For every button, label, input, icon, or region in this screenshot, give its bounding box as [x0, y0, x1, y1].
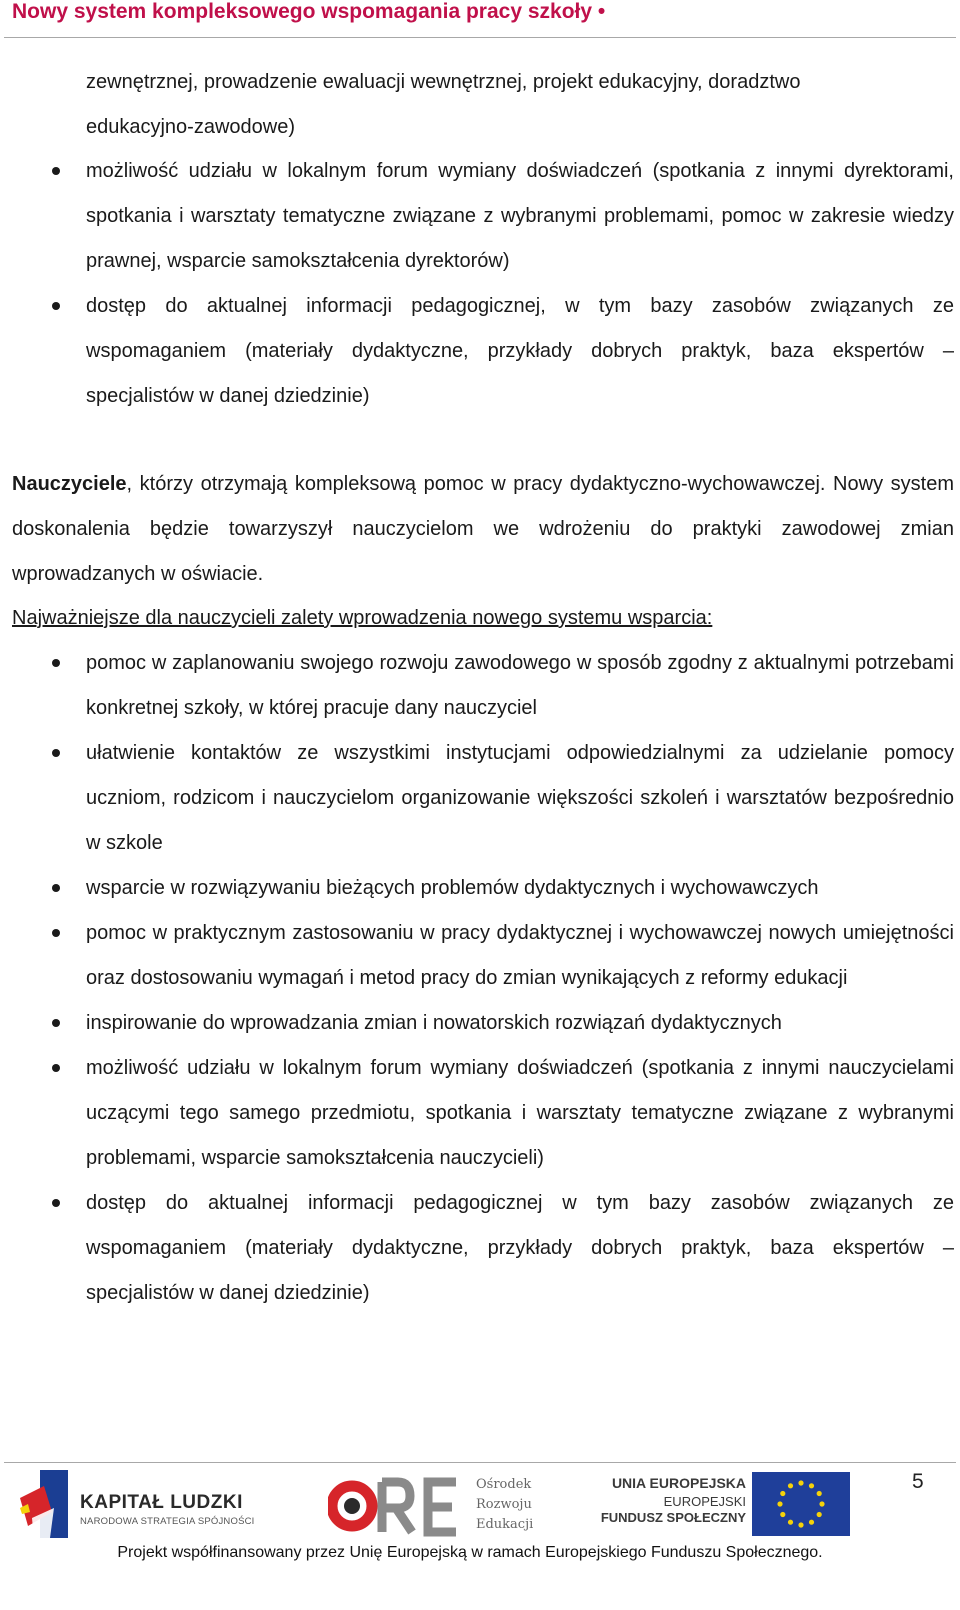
- eu-star-icon: [798, 1522, 803, 1527]
- list-item: pomoc w zaplanowaniu swojego rozwoju zawodowego w sposób zgodny z aktualnymi potrzebami konkretnej szkoły, w której pracuje dany nauczyciel: [86, 641, 954, 731]
- principal-benefits-list: [86, 149, 954, 419]
- eu-star-icon: [780, 1512, 785, 1517]
- teachers-paragraph: [12, 462, 954, 597]
- list-item: dostęp do aktualnej informacji pedagogicznej w tym bazy zasobów związanych ze wspomaganiem (materiały dydaktyczne, przykłady dobrych praktyk, baza ekspertów – specjalistów w danej dziedzinie): [86, 1181, 954, 1316]
- eu-line-2: EUROPEJSKI: [663, 1494, 746, 1509]
- eu-star-icon: [817, 1512, 822, 1517]
- list-item: dostęp do aktualnej informacji pedagogicznej, w tym bazy zasobów związanych ze wspomaganiem (materiały dydaktyczne, przykłady dobrych praktyk, baza ekspertów – specjalistów w danej dziedzinie): [86, 284, 954, 419]
- list-item: możliwość udziału w lokalnym forum wymiany doświadczeń (spotkania z innymi nauczycielami uczącymi tego samego przedmiotu, spotkania i warsztaty tematyczne związane z wybranymi problemami, wsparcie samokształcenia nauczycieli): [86, 1046, 954, 1181]
- eu-star-icon: [809, 1483, 814, 1488]
- list-item: wsparcie w rozwiązywaniu bieżących problemów dydaktycznych i wychowawczych: [86, 866, 954, 911]
- teachers-text: , którzy otrzymają kompleksową pomoc w pracy dydaktyczno-wychowawczej. Nowy system doskonalenia będzie towarzyszył nauczycielom we wdrożeniu do praktyki zawodowej zmian wprowadzanych w oświacie.: [12, 473, 954, 585]
- eu-star-icon: [819, 1501, 824, 1506]
- header-divider: [4, 37, 956, 38]
- teachers-subheading: Najważniejsze dla nauczycieli zalety wprowadzenia nowego systemu wsparcia:: [12, 607, 713, 629]
- ore-line-1: Ośrodek: [476, 1477, 532, 1492]
- list-item: pomoc w praktycznym zastosowaniu w pracy dydaktycznej i wychowawczej nowych umiejętności oraz dostosowaniu wymagań i metod pracy do zmian wynikających z reformy edukacji: [86, 911, 954, 1001]
- eu-star-icon: [809, 1520, 814, 1525]
- list-item: możliwość udziału w lokalnym forum wymiany doświadczeń (spotkania z innymi dyrektorami, spotkania i warsztaty tematyczne związane z wybranymi problemami, pomoc w zakresie wiedzy prawnej, wsparcie samokształcenia dyrektorów): [86, 149, 954, 284]
- eu-star-icon: [788, 1520, 793, 1525]
- eu-star-icon: [817, 1491, 822, 1496]
- eu-star-icon: [798, 1480, 803, 1485]
- continued-line: edukacyjno-zawodowe): [86, 116, 296, 138]
- page-number: 5: [912, 1470, 924, 1493]
- continued-list-item: [86, 60, 954, 150]
- ore-logo: [328, 1470, 468, 1542]
- ore-line-3: Edukacji: [476, 1517, 534, 1532]
- eu-line-1: UNIA EUROPEJSKA: [611, 1475, 746, 1491]
- eu-star-icon: [777, 1501, 782, 1506]
- eu-line-3: FUNDUSZ SPOŁECZNY: [600, 1510, 746, 1525]
- list-item: ułatwienie kontaktów ze wszystkimi instytucjami odpowiedzialnymi za udzielanie pomocy uczniom, rodzicom i nauczycielom organizowanie większości szkoleń i warsztatów bezpośrednio w szkole: [86, 731, 954, 866]
- footer-divider: [4, 1462, 956, 1463]
- teachers-lead: Nauczyciele: [12, 473, 127, 495]
- ore-line-2: Rozwoju: [476, 1497, 532, 1512]
- eu-star-icon: [788, 1483, 793, 1488]
- eu-star-icon: [780, 1491, 785, 1496]
- eu-flag-icon: [752, 1472, 850, 1536]
- continued-line: zewnętrznej, prowadzenie ewaluacji wewnętrznej, projekt edukacyjny, doradztwo: [86, 71, 801, 93]
- list-item: inspirowanie do wprowadzania zmian i nowatorskich rozwiązań dydaktycznych: [86, 1001, 954, 1046]
- teacher-benefits-list: [86, 641, 954, 1316]
- running-header-title: Nowy system kompleksowego wspomagania pracy szkoły •: [12, 0, 606, 23]
- cofinancing-caption: Projekt współfinansowany przez Unię Europejską w ramach Europejskiego Funduszu Społecznego.: [117, 1544, 823, 1561]
- kapital-ludzki-tagline: NARODOWA STRATEGIA SPÓJNOŚCI: [80, 1516, 255, 1527]
- kapital-ludzki-wordmark: KAPITAŁ LUDZKI: [80, 1492, 243, 1513]
